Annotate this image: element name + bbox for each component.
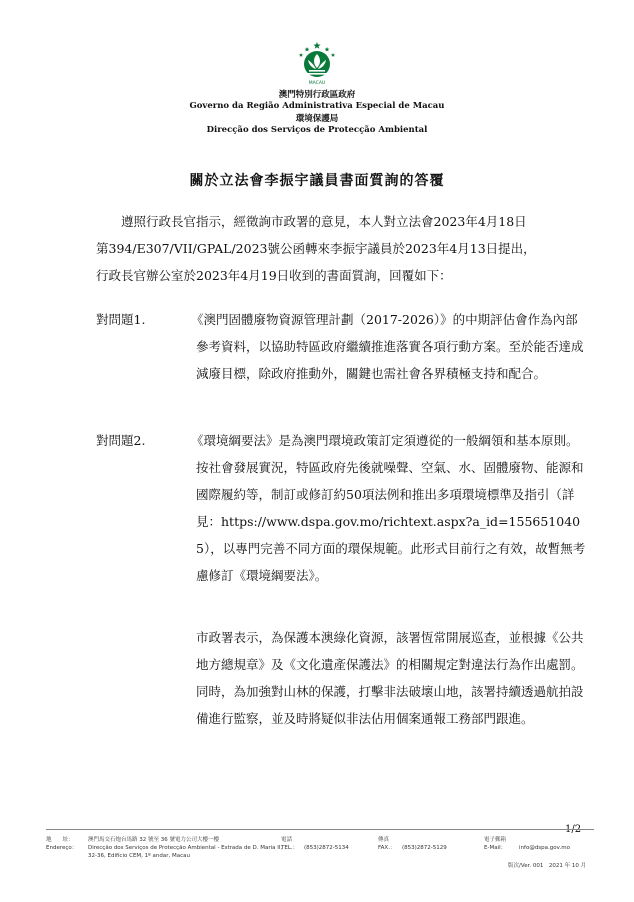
footer-address-label-zh: 地 址： <box>46 837 74 843</box>
document-title: 關於立法會李振宇議員書面質詢的答覆 <box>189 173 445 189</box>
footer-fax-label-zh: 傳真 <box>378 837 390 843</box>
answer-2-text: 《環境綱要法》是為澳門環境政策訂定須遵從的一般綱領和基本原則。按社會發展實況，特區政府先後就噪聲、空氣、水、固體廢物、能源和國際履約等，制訂或修訂約50項法例和推出多項環境標準及指引（詳見：https://www.dspa.gov.mo/richtext.aspx?a_id=1556510405），以專門完善不同方面的環保規範。此形式目前行之有效，故暫無考慮修訂《環境綱要法》。 <box>191 433 586 583</box>
footer-address-pt-line2: 32-36, Edifício CEM, 1º andar, Macau <box>88 853 190 859</box>
footer-fax: (853)2872-5129 <box>402 845 447 851</box>
footer-email-label-zh: 電子郵箱 <box>484 837 507 843</box>
org-name-pt: Governo da Região Administrativa Especial de Macau <box>189 101 445 111</box>
footer-email[interactable]: info@dspa.gov.mo <box>519 845 570 851</box>
footer-divider <box>46 829 594 830</box>
footer-tel-label-pt: TEL.： <box>281 845 299 851</box>
answer-2-text-continued: 市政署表示，為保護本澳綠化資源，該署恆常開展巡查，並根據《公共地方總規章》及《文化遺產保護法》的相關規定對違法行為作出處罰。同時，為加強對山林的保護，打擊非法破壞山地，該署持續透過航拍設備進行監察，並及時將疑似非法佔用個案通報工務部門跟進。 <box>196 630 584 726</box>
emblem-text: MACAU <box>308 81 326 86</box>
footer-fax-label-pt: FAX.： <box>378 845 396 851</box>
dept-name-zh: 環境保護局 <box>295 114 339 124</box>
footer-address-zh: 澳門馬交石炮台馬路 32 號至 36 號電力公司大樓一樓 <box>88 837 219 843</box>
answer-2-label: 對問題2. <box>96 433 146 448</box>
macau-emblem-icon <box>292 40 342 86</box>
dept-name-pt: Direcção dos Serviços de Protecção Ambiental <box>206 125 428 135</box>
footer-email-label-pt: E-Mail： <box>484 845 507 851</box>
footer-tel-label-zh: 電話 <box>281 837 293 843</box>
footer-version: 版次/Ver. 001 2021 年 10 月 <box>508 863 587 869</box>
org-name-zh: 澳門特別行政區政府 <box>278 90 356 100</box>
answer-1-label: 對問題1. <box>96 312 146 327</box>
footer-address-pt-line1: Direcção dos Serviços de Protecção Ambiental - Estrada de D. Maria II, <box>88 845 283 851</box>
footer-address-label-pt: Endereço： <box>46 845 78 851</box>
answer-1-text: 《澳門固體廢物資源管理計劃（2017-2026）》的中期評估會作為內部參考資料，以協助特區政府繼續推進落實各項行動方案。至於能否達成減廢目標，除政府推動外，關鍵也需社會各界積極支持和配合。 <box>191 312 584 381</box>
footer-tel: (853)2872-5134 <box>304 845 349 851</box>
intro-paragraph: 遵照行政長官指示，經徵詢市政署的意見，本人對立法會2023年4月18日第394/E307/VII/GPAL/2023號公函轉來李振宇議員於2023年4月13日提出，行政長官辦公室於2023年4月19日收到的書面質詢，回覆如下： <box>96 214 536 283</box>
